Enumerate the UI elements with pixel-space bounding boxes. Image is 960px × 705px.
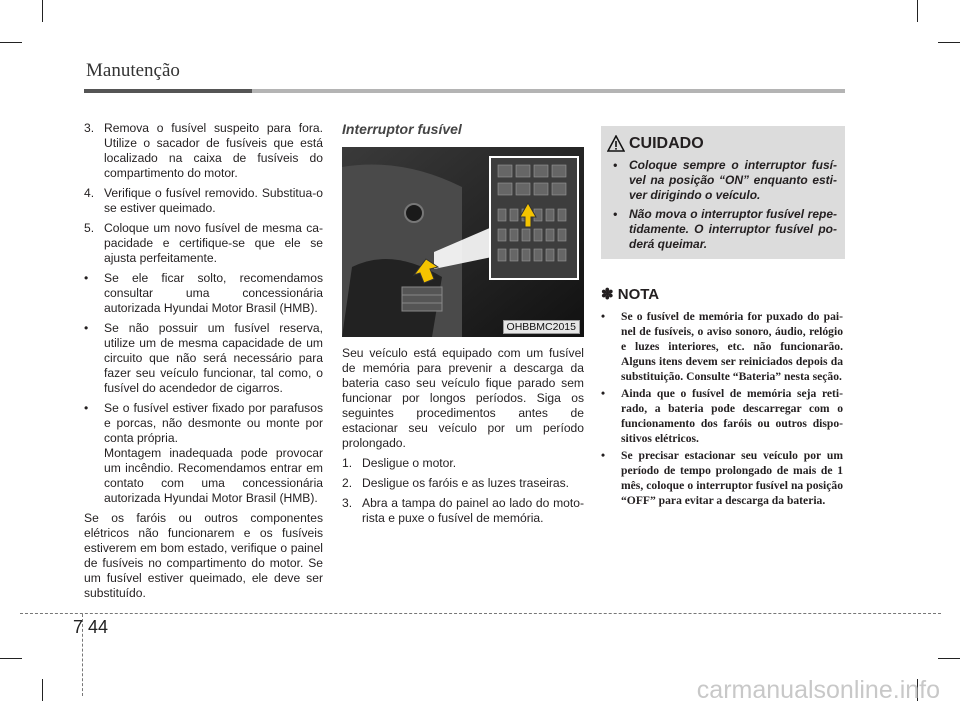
section-heading: Interruptor fusível [342,121,462,137]
crop-mark [42,679,43,701]
section-title: Manutenção [86,60,180,81]
intro-paragraph: Seu veículo está equipado com um fusível de memória para prevenir a descarga da bateria caso seu veículo fique parado sem funcionar por longos períodos. Siga os seguintes procedimentos antes de estacionar seu veículo por um período prolongado. [342,346,584,450]
crop-mark [938,658,960,659]
nota-item: • Ainda que o fusível de memória seja retirado, a bateria pode descarregar com o funcionamento dos faróis ou outros dispositivos elétricos. [601,387,843,445]
fuse-panel-photo [342,147,584,337]
crop-mark [42,0,43,22]
crop-mark [938,42,960,43]
left-column [84,121,323,606]
caution-item: • Não mova o interruptor fusível repetidamente. O interruptor fusível poderá queimar. [613,207,837,251]
step-3: 3. Abra a tampa do painel ao lado do motorista e puxe o fusível de memória. [342,496,584,525]
crop-mark [917,0,918,22]
nota-item: • Se o fusível de memória for puxado do painel de fusíveis, o aviso sonoro, áudio, relógio e luzes interiores, etc. não funcionarão. Alguns itens devem ser reiniciados depois da substituição. Consulte “Bateria” nesta seção. [601,310,843,383]
step-5: 5. Coloque um novo fusível de mesma capacidade e certifique-se que ele se ajusta perfeitamente. [84,221,323,265]
caution-list [611,158,837,256]
caution-item: • Coloque sempre o interruptor fusível na posição “ON” enquanto estiver dirigindo o veículo. [613,158,837,202]
asterisk-icon: ✽ [601,286,614,303]
footer-rule [20,613,941,614]
nota-title: NOTA [617,286,660,303]
watermark: carmanualsonline.info [696,676,940,704]
image-caption: OHBBMC2015 [503,320,580,334]
nota-list [601,309,843,510]
middle-column [342,346,584,531]
step-3: 3. Remova o fusível suspeito para fora. Utilize o sacador de fusíveis que está localizado na caixa de fusíveis do compartimento do motor. [84,121,323,180]
caution-title: CUIDADO [629,135,704,152]
step-4: 4. Verifique o fusível removido. Substitua-o se estiver queimado. [84,186,323,215]
closing-paragraph: Se os faróis ou outros componentes elétricos não funcionarem e os fusíveis estiverem em bom estado, verifique o painel de fusíveis no compartimento do motor. Se um fusível estiver queimado, ele deve ser substituído. [84,511,323,600]
step-1: 1. Desligue o motor. [342,456,457,470]
nota-item: • Se precisar estacionar seu veículo por um período de tempo prolongado de mais de 1 mês, coloque o interruptor fusível na posição “OFF” para evitar a descarga da bateria. [601,449,843,507]
crop-mark [0,42,22,43]
step-2: 2. Desligue os faróis e as luzes traseiras. [342,476,570,490]
caution-box [601,126,845,259]
bullet-item: • Se ele ficar solto, recomendamos consultar uma concessionária autorizada Hyundai Motor Brasil (HMB). [84,271,323,315]
crop-mark [0,658,22,659]
warning-triangle-icon [607,135,625,153]
fuse-panel-illustration [342,147,584,337]
title-rule-accent [84,89,252,93]
bullet-item: • Se o fusível estiver fixado por parafusos e porcas, não desmonte ou monte por conta própria. Montagem inadequada pode provocar um incêndio. Recomendamos entrar em contato com uma concessionária autorizada Hyundai Motor Brasil (HMB). [84,401,323,505]
nota-heading [601,285,659,303]
page-number: 7 44 [73,617,109,637]
bullet-item: • Se não possuir um fusível reserva, utilize um de mesma capacidade de um circuito que não será necessário para fazer seu veículo funcionar, tal como, o fusível do acendedor de cigarros. [84,321,323,395]
